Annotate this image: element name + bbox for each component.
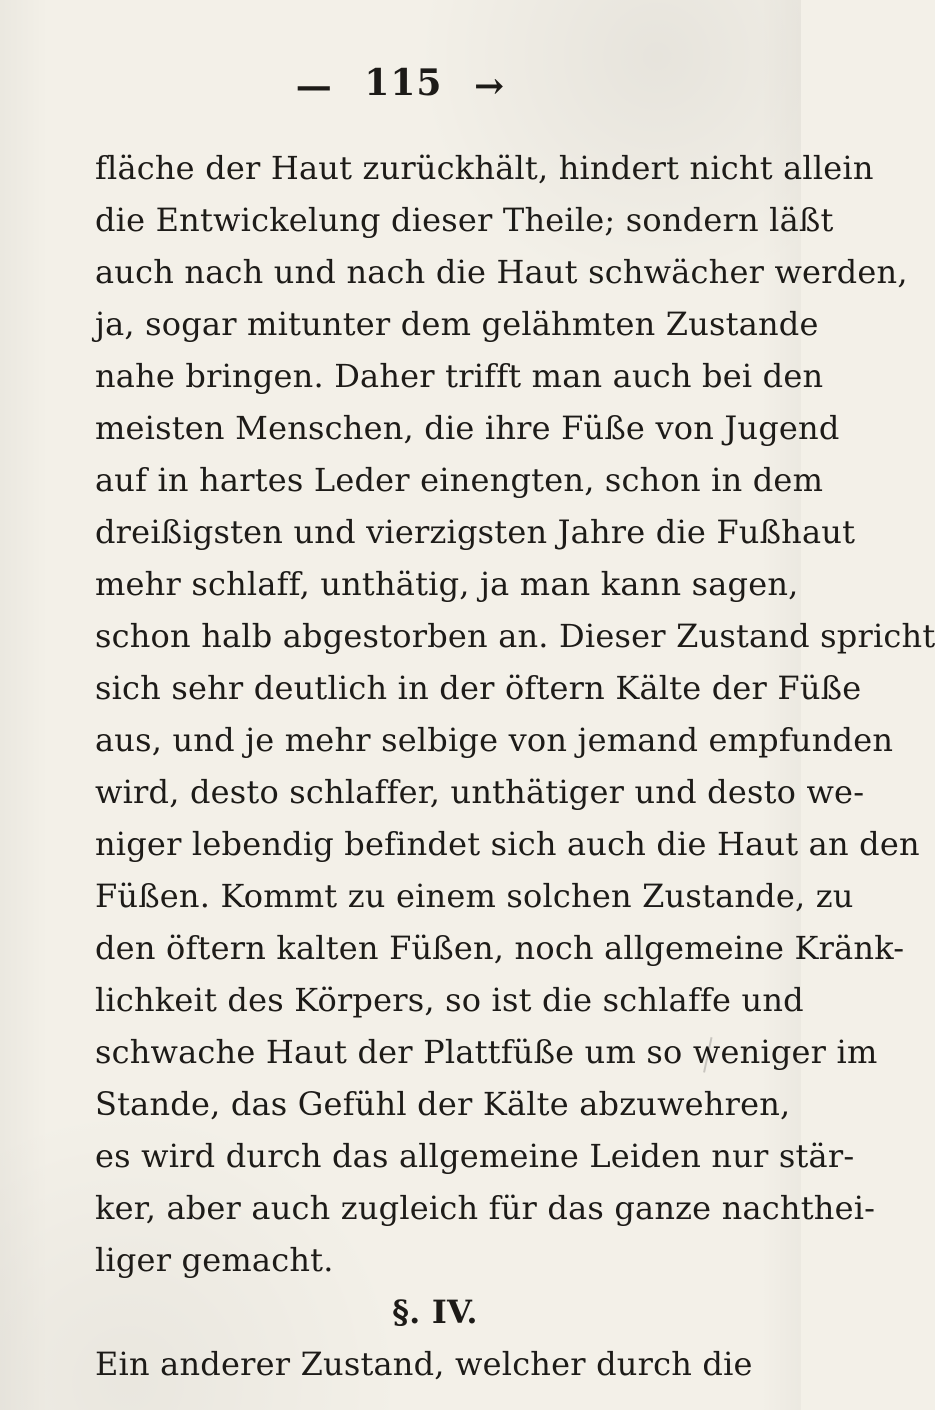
section-heading: §. IV. (392, 1293, 478, 1331)
right-arrow: → (474, 65, 506, 107)
text-line: aus, und je mehr selbige von jemand empfunden (95, 721, 894, 759)
page-header (0, 62, 801, 107)
text-line: auch nach und nach die Haut schwächer werden, (95, 253, 908, 291)
text-line: schwache Haut der Plattfüße um so weniger im (95, 1033, 878, 1071)
text-line: wird, desto schlaffer, unthätiger und desto we- (95, 773, 865, 811)
text-line: lichkeit des Körpers, so ist die schlaffe und (95, 981, 804, 1019)
text-line: dreißigsten und vierzigsten Jahre die Fußhaut (95, 513, 856, 551)
text-line: den öftern kalten Füßen, noch allgemeine Kränk- (95, 929, 905, 967)
text-line: meisten Menschen, die ihre Füße von Jugend (95, 409, 840, 447)
text-line: Füßen. Kommt zu einem solchen Zustande, zu (95, 877, 854, 915)
text-line: Stande, das Gefühl der Kälte abzuwehren, (95, 1085, 791, 1123)
text-line: auf in hartes Leder einengten, schon in dem (95, 461, 824, 499)
text-line: ja, sogar mitunter dem gelähmten Zustande (95, 305, 819, 343)
text-line: liger gemacht. (95, 1241, 334, 1279)
text-line: schon halb abgestorben an. Dieser Zustand spricht (95, 617, 935, 655)
text-line: ker, aber auch zugleich für das ganze nachthei- (95, 1189, 876, 1227)
text-line: mehr schlaff, unthätig, ja man kann sagen, (95, 565, 799, 603)
left-dash: — (295, 65, 333, 107)
body-text (95, 142, 935, 1390)
text-line: nahe bringen. Daher trifft man auch bei den (95, 357, 824, 395)
text-line: es wird durch das allgemeine Leiden nur stär- (95, 1137, 855, 1175)
section-first-line: Ein anderer Zustand, welcher durch die (95, 1345, 753, 1383)
text-line: sich sehr deutlich in der öftern Kälte der Füße (95, 669, 862, 707)
text-line: die Entwickelung dieser Theile; sondern läßt (95, 201, 834, 239)
text-line: niger lebendig befindet sich auch die Haut an den (95, 825, 920, 863)
page-number: 115 (364, 62, 443, 104)
text-line: fläche der Haut zurückhält, hindert nicht allein (95, 149, 874, 187)
